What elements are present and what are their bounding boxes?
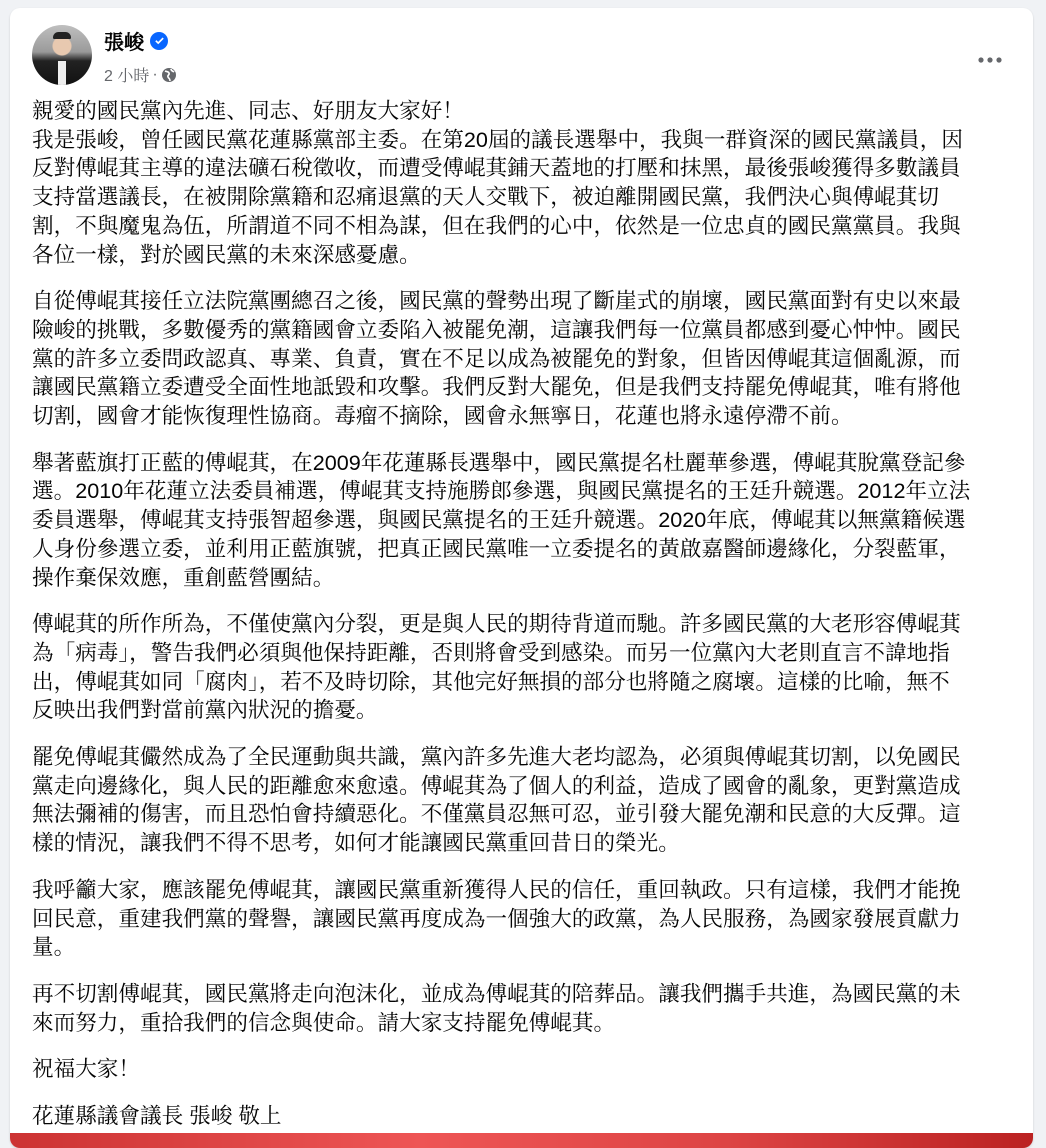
- text-line: 支持當選議長，在被開除黨籍和忍痛退黨的天人交戰下，被迫離開國民黨，我們決心與傅崐萁切: [32, 184, 939, 210]
- post-text: [32, 97, 1013, 1148]
- text-line: 回民意，重建我們黨的聲譽，讓國民黨再度成為一個強大的政黨，為人民服務，為國家發展貢獻力: [32, 905, 961, 931]
- post-paragraph: [32, 980, 1013, 1037]
- text-line: 切割，國會才能恢復理性協商。毒瘤不摘除，國會永無寧日，花蓮也將永遠停滯不前。: [32, 403, 853, 429]
- avatar-shirt: [58, 61, 66, 85]
- avatar-hair: [53, 32, 71, 39]
- more-options-icon: [978, 57, 1002, 63]
- text-line: 自從傅崐萁接任立法院黨團總召之後，國民黨的聲勢出現了斷崖式的崩壞，國民黨面對有史以來最: [32, 288, 961, 314]
- text-line: 親愛的國民黨內先進、同志、好朋友大家好！: [32, 98, 464, 123]
- post-card: [10, 8, 1033, 1148]
- text-line: 花蓮縣議會議長 張峻 敬上: [32, 1103, 282, 1129]
- text-line: 祝福大家！: [32, 1056, 140, 1082]
- text-line: 反對傅崐萁主導的違法礦石稅徵收，而遭受傅崐萁鋪天蓋地的打壓和抹黑，最後張峻獲得多數議員: [32, 155, 961, 181]
- text-line: 無法彌補的傷害，而且恐怕會持續惡化。不僅黨員忍無可忍，並引發大罷免潮和民意的大反彈。這: [32, 801, 961, 827]
- author-name[interactable]: 張峻: [104, 32, 144, 54]
- text-line: 委員選舉，傅崐萁支持張智超參選，與國民黨提名的王廷升競選。2020年底，傅崐萁以無黨籍候選: [32, 507, 966, 533]
- text-line: 操作棄保效應，重創藍營團結。: [32, 564, 335, 590]
- text-line: 量。: [32, 934, 76, 960]
- text-line: 險峻的挑戰，多數優秀的黨籍國會立委陷入被罷免潮，這讓我們每一位黨員都感到憂心忡忡。國民: [32, 316, 961, 342]
- text-line: 出，傅崐萁如同「腐肉」，若不及時切除，其他完好無損的部分也將隨之腐壞。這樣的比喻，無不: [32, 668, 950, 694]
- text-line: 為「病毒」，警告我們必須與他保持距離，否則將會受到感染。而另一位黨內大老則直言不諱地指: [32, 639, 950, 665]
- globe-icon: [161, 67, 177, 83]
- text-line: 讓國民黨籍立委遭受全面性地詆毀和攻擊。我們反對大罷免，但是我們支持罷免傅崐萁，唯有將他: [32, 374, 961, 400]
- text-line: 黨走向邊緣化，與人民的距離愈來愈遠。傅崐萁為了個人的利益，造成了國會的亂象，更對黨造成: [32, 772, 961, 798]
- post-paragraph: [32, 610, 1013, 725]
- text-line: 再不切割傅崐萁，國民黨將走向泡沫化，並成為傅崐萁的陪葬品。讓我們攜手共進，為國民黨的未: [32, 980, 961, 1006]
- post-paragraph: [32, 449, 1013, 593]
- text-line: 我是張峻，曾任國民黨花蓮縣黨部主委。在第20屆的議長選舉中，我與一群資深的國民黨議員，因: [32, 126, 963, 152]
- author-avatar[interactable]: [32, 25, 92, 85]
- post-paragraph: [32, 1102, 1013, 1131]
- text-line: 選。2010年花蓮立法委員補選，傅崐萁支持施勝郎參選，與國民黨提名的王廷升競選。2012年立法: [32, 478, 971, 504]
- text-line: 樣的情況，讓我們不得不思考，如何才能讓國民黨重回昔日的榮光。: [32, 830, 680, 856]
- text-line: 反映出我們對當前黨內狀況的擔憂。: [32, 697, 378, 723]
- post-time[interactable]: 2 小時: [104, 68, 150, 85]
- text-line: 割，不與魔鬼為伍，所謂道不同不相為謀，但在我們的心中，依然是一位忠貞的國民黨黨員。我與: [32, 212, 961, 238]
- post-paragraph: [32, 287, 1013, 431]
- text-line: 罷免傅崐萁儼然成為了全民運動與共識，黨內許多先進大老均認為，必須與傅崐萁切割，以免國民: [32, 744, 961, 770]
- post-image[interactable]: [10, 1133, 1033, 1148]
- text-line: 來而努力，重拾我們的信念與使命。請大家支持罷免傅崐萁。: [32, 1009, 616, 1035]
- post-meta: [104, 63, 177, 86]
- post-paragraph: [32, 97, 1013, 269]
- post-paragraph: [32, 743, 1013, 858]
- text-line: 舉著藍旗打正藍的傅崐萁，在2009年花蓮縣長選舉中，國民黨提名杜麗華參選，傅崐萁脫黨登記參: [32, 449, 966, 475]
- post-paragraph: [32, 1055, 1013, 1084]
- more-options-button[interactable]: [972, 42, 1008, 78]
- text-line: 黨的許多立委問政認真、專業、負責，實在不足以成為被罷免的對象，但皆因傅崐萁這個亂源，而: [32, 345, 961, 371]
- verified-badge-icon: [150, 32, 168, 50]
- author-name-row: [104, 26, 168, 55]
- text-line: 人身份參選立委，並利用正藍旗號，把真正國民黨唯一立委提名的黃啟嘉醫師邊緣化，分裂藍軍，: [32, 535, 961, 561]
- post-paragraph: [32, 876, 1013, 962]
- text-line: 我呼籲大家，應該罷免傅崐萁，讓國民黨重新獲得人民的信任，重回執政。只有這樣，我們才能挽: [32, 876, 961, 902]
- text-line: 傅崐萁的所作所為，不僅使黨內分裂，更是與人民的期待背道而馳。許多國民黨的大老形容傅崐萁: [32, 611, 961, 637]
- meta-separator: ·: [152, 65, 158, 83]
- text-line: 各位一樣，對於國民黨的未來深感憂慮。: [32, 241, 421, 267]
